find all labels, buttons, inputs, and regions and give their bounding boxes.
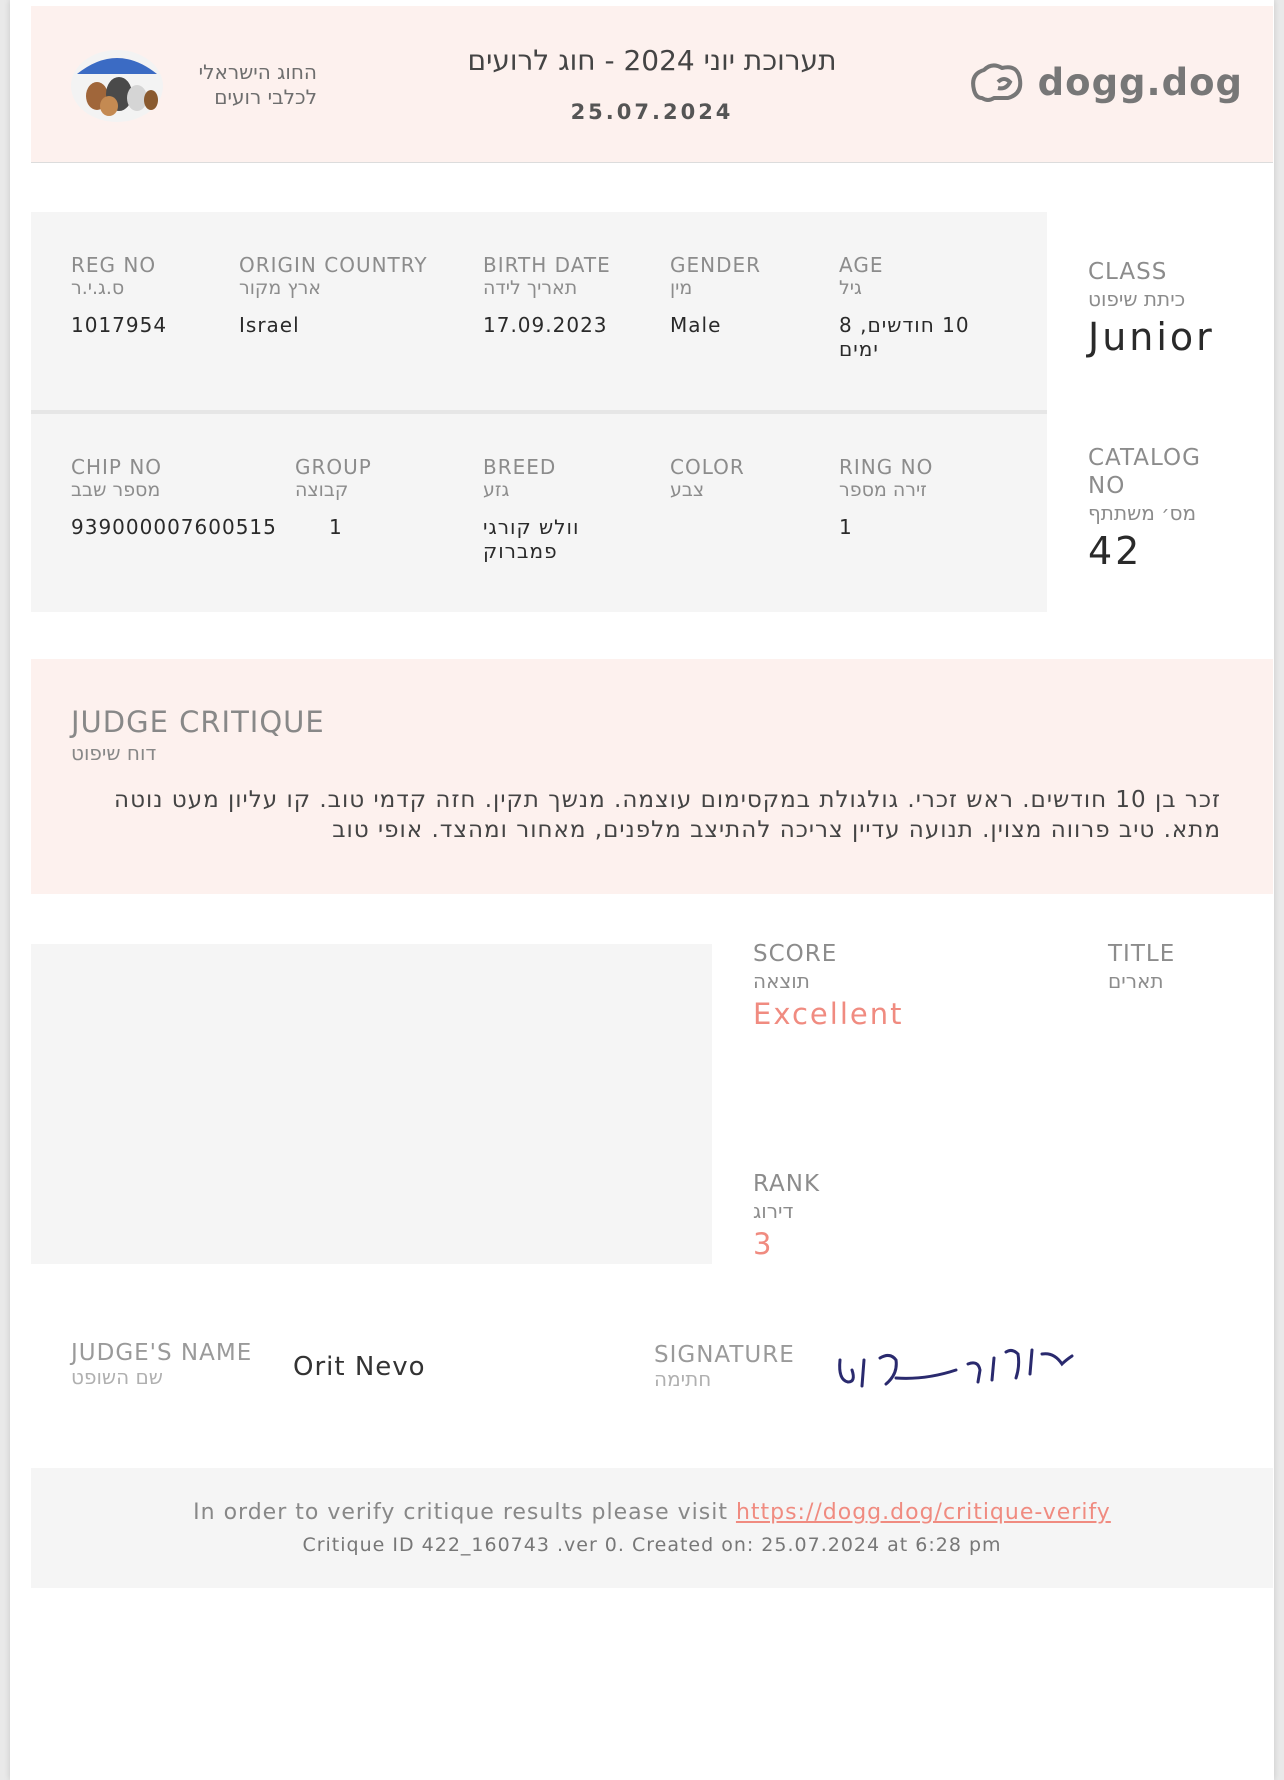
age-field bbox=[839, 253, 989, 361]
judge-name-label-he: שם השופט bbox=[71, 1365, 163, 1389]
class-label-he: כיתת שיפוט bbox=[1088, 287, 1186, 311]
rank-label-he: דירוג bbox=[753, 1199, 794, 1223]
class-value: Junior bbox=[1088, 315, 1215, 359]
critique-text: זכר בן 10 חודשים. ראש זכרי. גולגולת במקסימום עוצמה. מנשך תקין. חזה קדמי טוב. קו עליון מעט נוטה מתא. טיב פרווה מצוין. תנועה עדיין צריכה להתיצב מלפנים, מאחור ומהצד. אופי טוב bbox=[114, 787, 1221, 843]
dog-photo-placeholder bbox=[31, 944, 712, 1264]
group-label-he: קבוצה bbox=[295, 479, 349, 501]
birth-date-label: BIRTH DATE bbox=[483, 253, 611, 277]
rank-label: RANK bbox=[753, 1171, 821, 1197]
birth-date-label-he: תאריך לידה bbox=[483, 277, 578, 299]
catalog-label: CATALOG NO bbox=[1088, 445, 1201, 499]
judge-name-label: JUDGE'S NAME bbox=[71, 1340, 253, 1366]
chip-no-value: 939000007600515 bbox=[71, 515, 277, 539]
rank-field bbox=[753, 1170, 820, 1264]
rank-value: 3 bbox=[753, 1227, 774, 1261]
critique-title: JUDGE CRITIQUE bbox=[71, 705, 325, 739]
chip-no-field bbox=[71, 455, 277, 539]
breed-field bbox=[483, 455, 613, 563]
group-label: GROUP bbox=[295, 455, 372, 479]
verify-text: In order to verify critique results please visit bbox=[193, 1500, 736, 1525]
age-label: AGE bbox=[839, 253, 884, 277]
age-label-he: גיל bbox=[839, 277, 862, 299]
ring-no-label: RING NO bbox=[839, 455, 934, 479]
breed-label-he: גזע bbox=[483, 479, 510, 501]
birth-date-field bbox=[483, 253, 611, 337]
group-field bbox=[295, 455, 372, 539]
origin-country-label: ORIGIN COUNTRY bbox=[239, 253, 428, 277]
brand-logo[interactable] bbox=[968, 60, 1243, 104]
catalog-label-he: מס׳ משתתף bbox=[1088, 501, 1197, 525]
signature-label-he: חתימה bbox=[654, 1367, 712, 1391]
chip-no-label: CHIP NO bbox=[71, 455, 163, 479]
gender-field bbox=[670, 253, 761, 337]
score-label-he: תוצאה bbox=[753, 969, 810, 993]
reg-no-field bbox=[71, 253, 167, 337]
judge-critique-section bbox=[31, 659, 1273, 894]
title-label-he: תארים bbox=[1108, 969, 1164, 993]
ring-no-field bbox=[839, 455, 933, 539]
signature-label-block bbox=[654, 1342, 795, 1390]
club-name-text: החוג הישראלי לכלבי רועים bbox=[198, 60, 317, 109]
reg-no-label-he: ס.ג.י.ר bbox=[71, 277, 125, 299]
reg-no-label: REG NO bbox=[71, 253, 157, 277]
score-field bbox=[753, 940, 903, 1034]
class-field bbox=[1088, 258, 1215, 362]
gender-value: Male bbox=[670, 313, 722, 337]
chip-no-label-he: מספר שבב bbox=[71, 479, 161, 501]
ring-no-label-he: זירה מספר bbox=[839, 479, 927, 501]
show-date: 25.07.2024 bbox=[570, 100, 734, 124]
signature-label: SIGNATURE bbox=[654, 1342, 795, 1368]
page-header bbox=[31, 6, 1273, 163]
catalog-value: 42 bbox=[1088, 529, 1143, 573]
reg-no-value: 1017954 bbox=[71, 313, 168, 337]
breed-value: וולש קורגי פמברוק bbox=[483, 515, 580, 563]
title-label: TITLE bbox=[1108, 941, 1176, 967]
ring-no-value: 1 bbox=[839, 515, 853, 539]
color-label: COLOR bbox=[670, 455, 745, 479]
gender-label-he: מין bbox=[670, 277, 693, 299]
score-value: Excellent bbox=[753, 997, 904, 1031]
origin-country-label-he: ארץ מקור bbox=[239, 277, 322, 299]
critique-page bbox=[10, 0, 1274, 1780]
group-value: 1 bbox=[329, 515, 343, 539]
age-value: 10 חודשים, 8 ימים bbox=[839, 313, 970, 361]
verify-link[interactable]: https://dogg.dog/critique-verify bbox=[735, 1500, 1111, 1525]
judge-signature bbox=[836, 1330, 1076, 1400]
title-field bbox=[1108, 940, 1175, 994]
judge-name: Orit Nevo bbox=[293, 1352, 426, 1382]
class-label: CLASS bbox=[1088, 259, 1168, 285]
breed-label: BREED bbox=[483, 455, 557, 479]
color-label-he: צבע bbox=[670, 479, 705, 501]
score-label: SCORE bbox=[753, 941, 838, 967]
judge-name-label-block bbox=[71, 1340, 252, 1388]
dog-head-icon bbox=[968, 60, 1024, 104]
color-field bbox=[670, 455, 745, 515]
origin-country-value: Israel bbox=[239, 313, 300, 337]
verify-line bbox=[31, 1500, 1273, 1525]
brand-name: dogg.dog bbox=[1037, 60, 1243, 104]
catalog-field bbox=[1088, 444, 1238, 576]
birth-date-value: 17.09.2023 bbox=[483, 313, 608, 337]
critique-meta: Critique ID 422_160743 .ver 0. Created on: 25.07.2024 at 6:28 pm bbox=[302, 1534, 1002, 1556]
gender-label: GENDER bbox=[670, 253, 762, 277]
verify-footer bbox=[31, 1468, 1273, 1588]
critique-title-he: דוח שיפוט bbox=[71, 741, 157, 765]
show-title: תערוכת יוני 2024 - חוג לרועים bbox=[467, 44, 837, 77]
origin-country-field bbox=[239, 253, 428, 337]
